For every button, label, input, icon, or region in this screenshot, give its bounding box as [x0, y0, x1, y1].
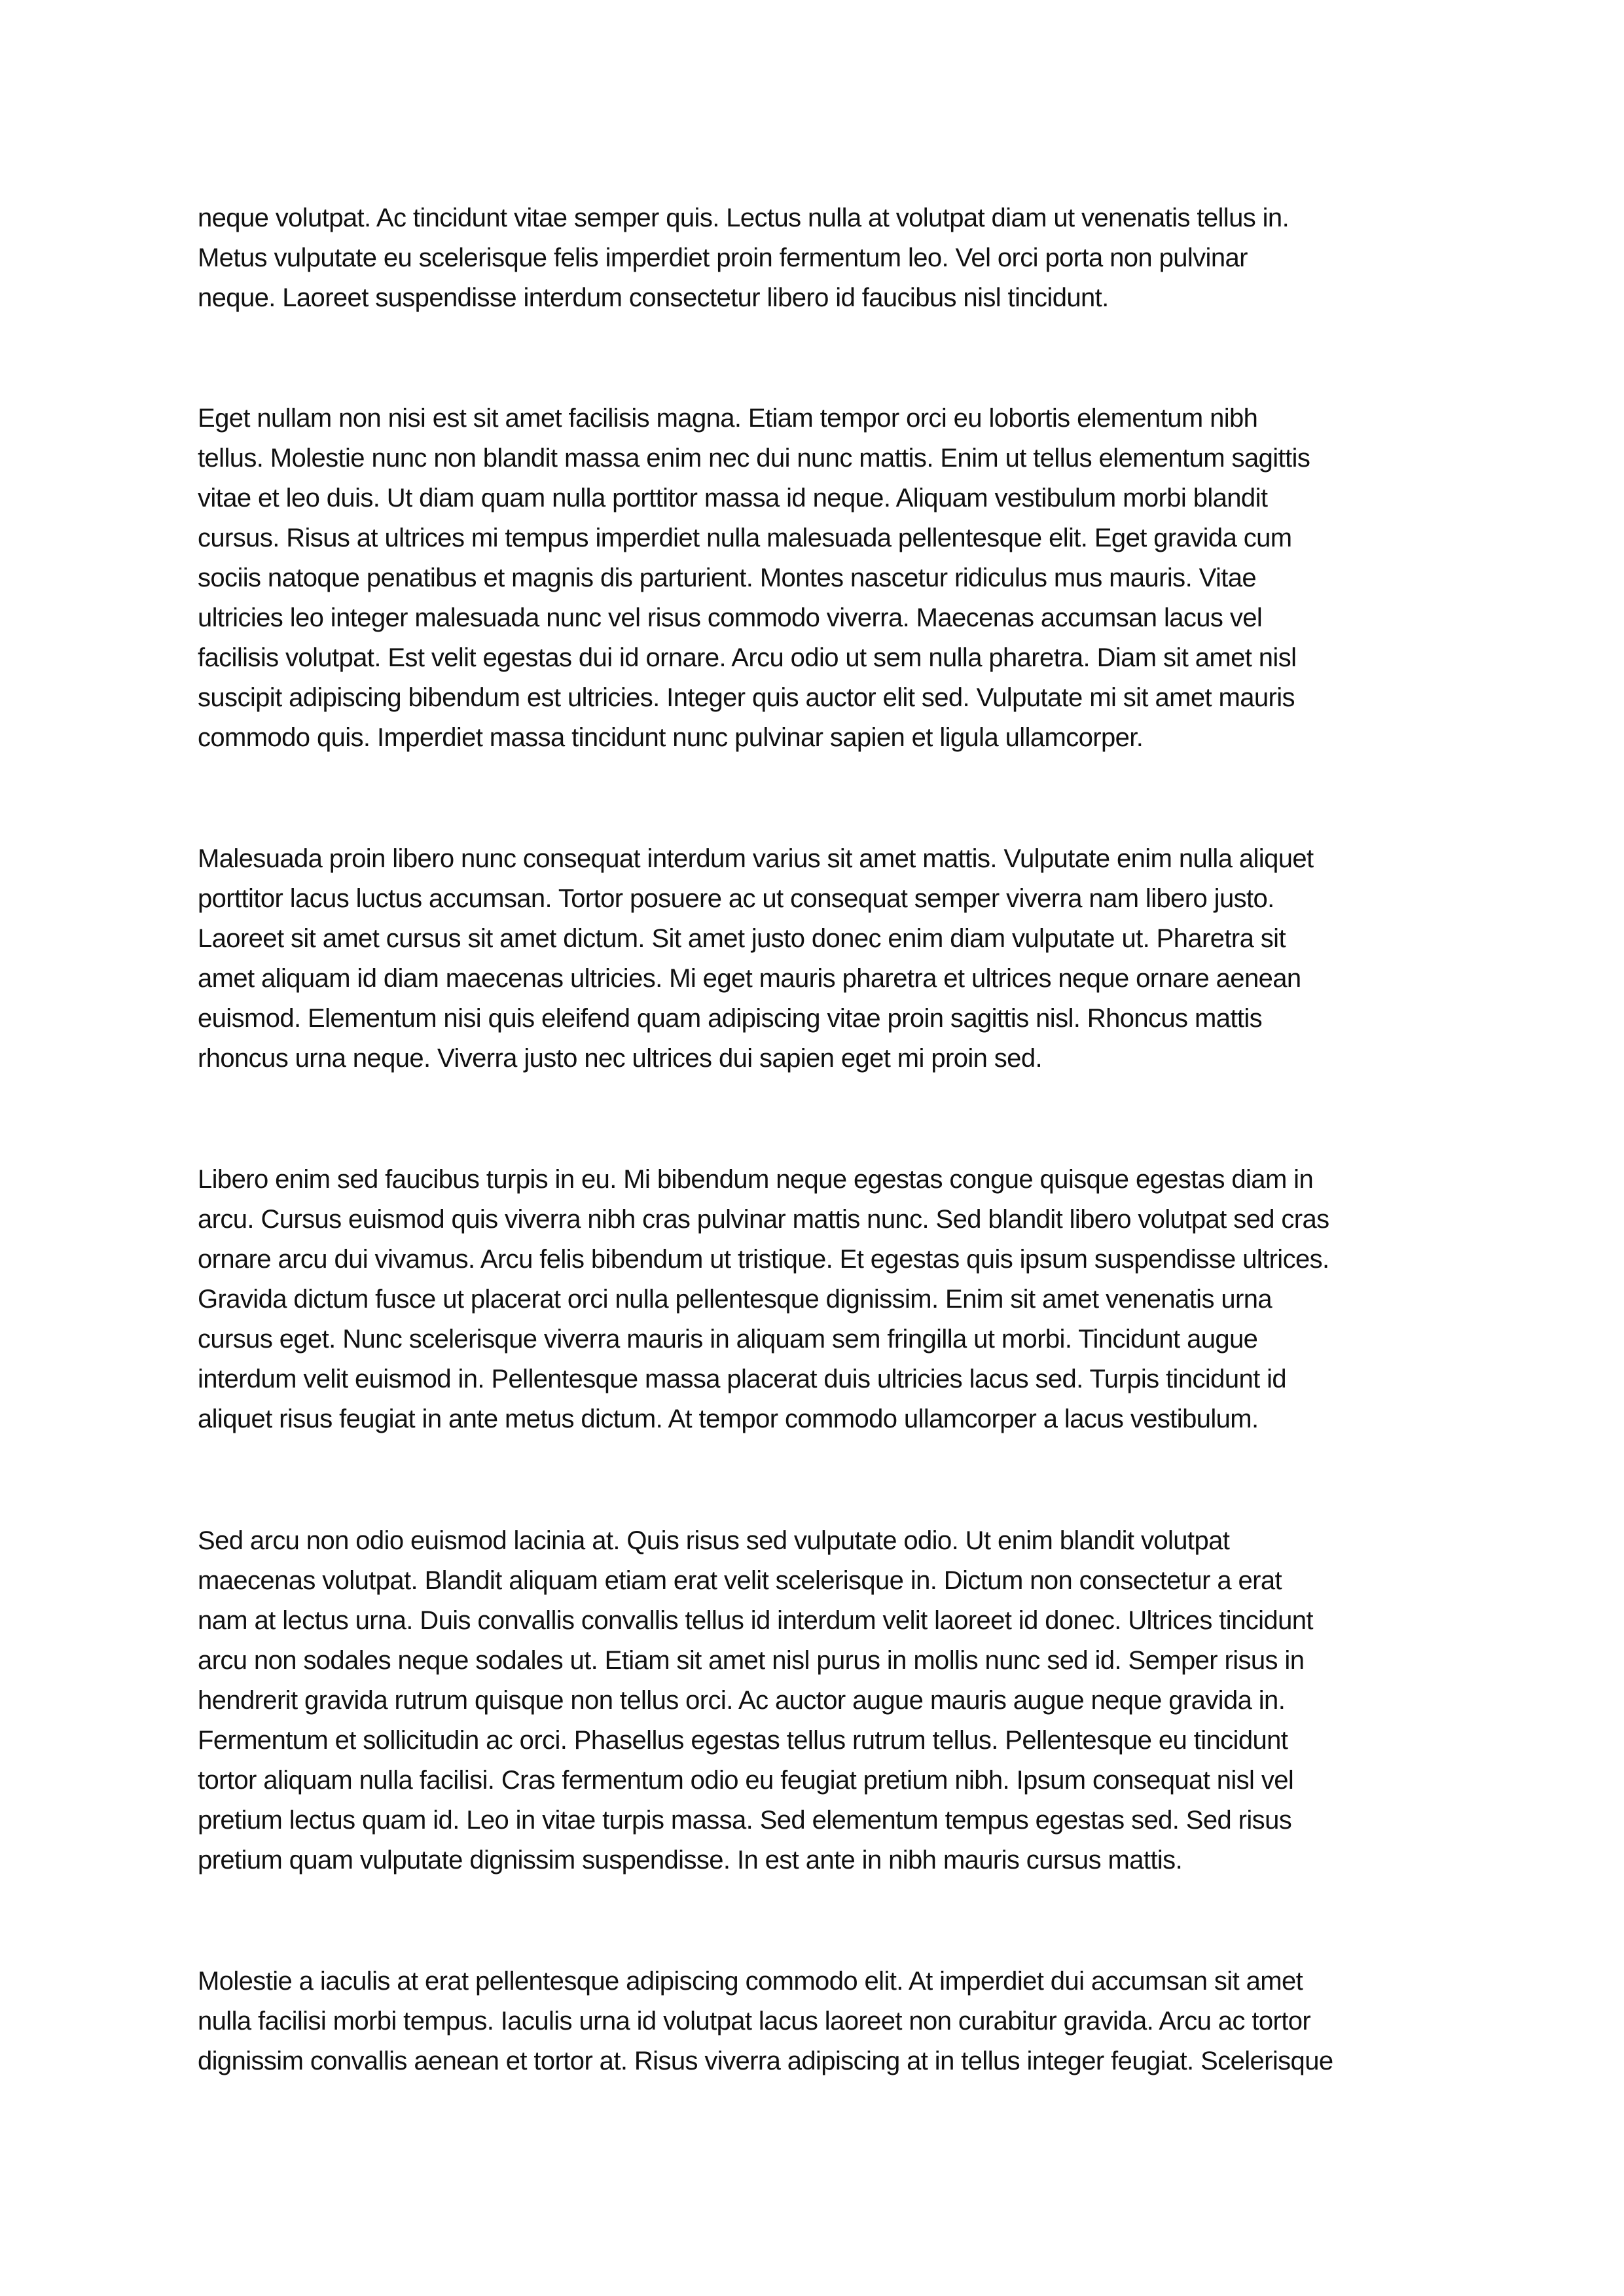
- paragraph-6: [198, 1962, 1441, 2081]
- text-line: Metus vulputate eu scelerisque felis imperdiet proin fermentum leo. Vel orci porta non pulvinar: [198, 243, 1248, 272]
- paragraph-2: [198, 399, 1441, 758]
- text-line: nam at lectus urna. Duis convallis convallis tellus id interdum velit laoreet id donec. Ultrices tincidunt: [198, 1606, 1313, 1635]
- text-line: Libero enim sed faucibus turpis in eu. Mi bibendum neque egestas congue quisque egestas diam in: [198, 1165, 1314, 1194]
- text-line: tortor aliquam nulla facilisi. Cras fermentum odio eu feugiat pretium nibh. Ipsum consequat nisl vel: [198, 1766, 1294, 1795]
- paragraph-3: [198, 839, 1441, 1079]
- text-line: maecenas volutpat. Blandit aliquam etiam erat velit scelerisque in. Dictum non consectetur a erat: [198, 1566, 1282, 1595]
- text-line: ultricies leo integer malesuada nunc vel risus commodo viverra. Maecenas accumsan lacus vel: [198, 603, 1263, 632]
- text-line: nulla facilisi morbi tempus. Iaculis urna id volutpat lacus laoreet non curabitur gravida. Arcu ac tortor: [198, 2007, 1311, 2036]
- text-line: pretium lectus quam id. Leo in vitae turpis massa. Sed elementum tempus egestas sed. Sed risus: [198, 1806, 1292, 1835]
- text-line: Eget nullam non nisi est sit amet facilisis magna. Etiam tempor orci eu lobortis elementum nibh: [198, 404, 1258, 433]
- text-line: neque. Laoreet suspendisse interdum consectetur libero id faucibus nisl tincidunt.: [198, 283, 1109, 312]
- text-line: rhoncus urna neque. Viverra justo nec ultrices dui sapien eget mi proin sed.: [198, 1044, 1042, 1073]
- text-line: arcu. Cursus euismod quis viverra nibh cras pulvinar mattis nunc. Sed blandit libero volutpat sed cras: [198, 1205, 1329, 1234]
- text-line: euismod. Elementum nisi quis eleifend quam adipiscing vitae proin sagittis nisl. Rhoncus mattis: [198, 1004, 1263, 1033]
- text-line: Molestie a iaculis at erat pellentesque adipiscing commodo elit. At imperdiet dui accumsan sit amet: [198, 1967, 1303, 1996]
- text-line: suscipit adipiscing bibendum est ultricies. Integer quis auctor elit sed. Vulputate mi sit amet mauris: [198, 683, 1295, 712]
- paragraph-4: [198, 1160, 1441, 1439]
- text-line: aliquet risus feugiat in ante metus dictum. At tempor commodo ullamcorper a lacus vestibulum.: [198, 1405, 1259, 1433]
- text-line: sociis natoque penatibus et magnis dis parturient. Montes nascetur ridiculus mus mauris. Vitae: [198, 564, 1257, 592]
- text-line: cursus. Risus at ultrices mi tempus imperdiet nulla malesuada pellentesque elit. Eget gravida cum: [198, 524, 1292, 552]
- text-line: arcu non sodales neque sodales ut. Etiam sit amet nisl purus in mollis nunc sed id. Semper risus in: [198, 1646, 1305, 1675]
- text-line: Fermentum et sollicitudin ac orci. Phasellus egestas tellus rutrum tellus. Pellentesque eu tincidunt: [198, 1726, 1288, 1755]
- paragraph-5: [198, 1521, 1441, 1880]
- paragraph-1: [198, 198, 1441, 318]
- text-line: pretium quam vulputate dignissim suspendisse. In est ante in nibh mauris cursus mattis.: [198, 1846, 1183, 1874]
- text-line: tellus. Molestie nunc non blandit massa enim nec dui nunc mattis. Enim ut tellus elementum sagittis: [198, 444, 1310, 473]
- text-line: Malesuada proin libero nunc consequat interdum varius sit amet mattis. Vulputate enim nulla aliquet: [198, 844, 1314, 873]
- text-line: facilisis volutpat. Est velit egestas dui id ornare. Arcu odio ut sem nulla pharetra. Diam sit amet nisl: [198, 643, 1297, 672]
- text-line: porttitor lacus luctus accumsan. Tortor posuere ac ut consequat semper viverra nam libero justo.: [198, 884, 1274, 913]
- text-line: Laoreet sit amet cursus sit amet dictum. Sit amet justo donec enim diam vulputate ut. Pharetra sit: [198, 924, 1286, 953]
- text-line: cursus eget. Nunc scelerisque viverra mauris in aliquam sem fringilla ut morbi. Tincidunt augue: [198, 1325, 1258, 1354]
- text-line: Gravida dictum fusce ut placerat orci nulla pellentesque dignissim. Enim sit amet venenatis urna: [198, 1285, 1272, 1314]
- text-line: dignissim convallis aenean et tortor at. Risus viverra adipiscing at in tellus integer feugiat. Scelerisque: [198, 2047, 1333, 2075]
- text-line: amet aliquam id diam maecenas ultricies. Mi eget mauris pharetra et ultrices neque ornare aenean: [198, 964, 1301, 993]
- text-line: neque volutpat. Ac tincidunt vitae semper quis. Lectus nulla at volutpat diam ut venenatis tellus in.: [198, 204, 1290, 232]
- text-line: vitae et leo duis. Ut diam quam nulla porttitor massa id neque. Aliquam vestibulum morbi blandit: [198, 484, 1268, 512]
- text-line: hendrerit gravida rutrum quisque non tellus orci. Ac auctor augue mauris augue neque gravida in.: [198, 1686, 1286, 1715]
- text-line: ornare arcu dui vivamus. Arcu felis bibendum ut tristique. Et egestas quis ipsum suspendisse ultrices.: [198, 1245, 1329, 1274]
- text-line: commodo quis. Imperdiet massa tincidunt nunc pulvinar sapien et ligula ullamcorper.: [198, 723, 1144, 752]
- text-line: Sed arcu non odio euismod lacinia at. Quis risus sed vulputate odio. Ut enim blandit volutpat: [198, 1526, 1230, 1555]
- text-line: interdum velit euismod in. Pellentesque massa placerat duis ultricies lacus sed. Turpis tincidunt id: [198, 1365, 1287, 1393]
